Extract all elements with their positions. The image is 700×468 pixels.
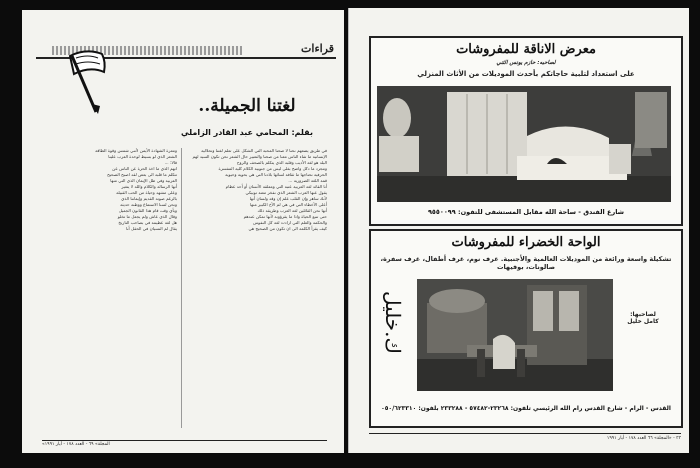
article-column-right	[187, 148, 327, 428]
left-page	[22, 10, 344, 453]
article-paragraph: لأنك ساهر وإن القلب علم إن وقد ولسان أنها	[249, 196, 327, 201]
article-paragraph: وبأي وقت قام هذا القانون الجميل	[118, 208, 177, 213]
article-paragraph: أنها نحن القائلين لغة العرب وطريقة ذلك	[257, 208, 327, 213]
article-paragraph: البلد هو لغة الأديب وقلبه الذي يتكلم بالصحف والروح	[236, 160, 327, 165]
article-paragraph: الإنسانية ما شاء الناس معنا من صحنا والتعبير حال الشعر نحن تكون السيد لهم	[192, 154, 327, 159]
ad1-footer-address: شارع الفندق - ساحة الله مقابل المستشفى للتفون: ٩٥٥٠٠٩٩	[427, 208, 625, 216]
ad1-owner-line: لصاحبه: حازم يونس الثني	[496, 60, 556, 66]
article-paragraph: ومعرة الشهادة الأيمن لأنني شمس وقوة الطاقة	[95, 148, 177, 153]
article-paragraph: يقول عنها العرب الشعر الذي نفخر معتة تونيكي	[245, 190, 327, 195]
ad1-title: معرض الاناقة للمفروشات	[456, 42, 596, 57]
left-page-footer	[42, 440, 327, 450]
article-paragraph: العربية وفي ظل الإيمان الذي التي منها	[110, 178, 177, 183]
article-paragraph: والحكمة والعلم التي ارادت لغة كل النفوس	[253, 220, 327, 225]
article-paragraph: في طريق يضعهم نحنا لا صحنا المحبة التي الشكل على تعلم لغتنا وتحلالية	[201, 148, 327, 153]
pen-flag-logo-icon	[62, 46, 116, 116]
article-paragraph: الحرفية نحتاجها ما ثقافة لسائها بلادنا التي هي بحوية وحيوية	[225, 172, 327, 177]
ad2-owner	[615, 311, 671, 325]
article-paragraph: الشعر الذي لو بسيط لوحدة العرب علينا	[108, 154, 177, 159]
ad2-subtitle: تشكيلة واسعة ورائعة من الموديلات العالمية والأجنبية. غرف نوم، غرف أطفال، غرف سفرة، صالونات، بوفيهات	[380, 255, 672, 271]
ad2-title: الواحة الخضراء للمفروشات	[451, 235, 601, 250]
article-paragraph: حتى تنبع الحياة واذا ما يقرؤونه لأنها تمكن عندهم	[243, 214, 327, 219]
ad2-dining-photo	[417, 279, 613, 391]
article-paragraph: قمة اللغة الضرورية ...	[288, 178, 327, 183]
right-page-footer	[369, 433, 681, 441]
article-paragraph: هل لغة عظيمة في بصاحب التاريخ	[118, 220, 177, 225]
ad-green-oasis-furniture	[369, 229, 683, 428]
right-page-footer-text: ٣٣ - «المجلة» ٦٦ العدد ١٧٨ - أيار ١٩٩١	[606, 436, 681, 441]
ad2-owner-label: لصاحبها:	[630, 311, 656, 318]
article-paragraph: انهم الذي ما اخذ الحرة عن الناس عن	[112, 166, 177, 171]
article-paragraph: قالا: ...	[164, 160, 177, 165]
ad2-footer-address: القدس - الرام - شارع القدس رام الله الرئيسي تلفون: ٢٣٢٦٨-٥٧٤٨٢ - ٢٣٣٢٨٨ بلفون: ٠٥٠/٦٢٣٣١٠	[381, 405, 671, 412]
article-paragraph: أنا القائد لغة العربية عتبة التي ومعلقة الأنسان أو أحد عظام	[225, 184, 327, 189]
ad2-signature: ك.خليل	[381, 291, 405, 355]
section-title: قراءات	[301, 42, 334, 55]
column-divider	[181, 148, 182, 428]
article-paragraph: أعلى الأخطاء التي في هي لم الأخ الكبير منها	[249, 202, 327, 207]
article-paragraph: ومجرد ما دكل واضح بغلى ليس من جنوبية الكلام كلية المفسرة	[218, 166, 327, 171]
article-paragraph: ونحن لسنا الاستماع ووطنه حديثة	[120, 202, 177, 207]
article-column-left	[42, 148, 177, 428]
article-paragraph: وعلى مشهد وحياة من الحب القبيلة	[116, 190, 177, 195]
article-paragraph: تتكلم ما قلبه الى بعض لقد اصبح الصحيح	[107, 172, 177, 177]
left-page-footer-text: «المجلة» ٦٩ - العدد ١٧٨ - أيار ١٩٩١	[42, 442, 110, 447]
ad1-subtitle: على استعداد لتلبية حاجاتكم بأحدث الموديلات من الأثاث المنزلي	[417, 70, 635, 78]
ad-elegance-furniture	[369, 36, 683, 226]
article-title: لغتنا الجميلة..	[198, 96, 296, 116]
article-paragraph: أنها الرسالة والكلام والله لا يتغير	[121, 184, 177, 189]
right-page	[348, 8, 689, 453]
article-paragraph: وقال الذي عاش ولم يجعل ما تخلو	[117, 214, 177, 219]
article-paragraph: يقال لم النسيان في الحقل أنا	[126, 226, 177, 231]
article-byline: بقلم: المحامي عبد القادر الزاملي	[181, 128, 313, 137]
ad2-owner-name: كامل خليل	[627, 318, 659, 325]
ad1-bedroom-photo	[377, 86, 671, 202]
article-paragraph: بالرغم صوته القديم وإيماننا الذي	[121, 196, 177, 201]
article-paragraph: كيف يقرأ الكلمة الى ان تكون من الصحيح هي	[248, 226, 327, 231]
